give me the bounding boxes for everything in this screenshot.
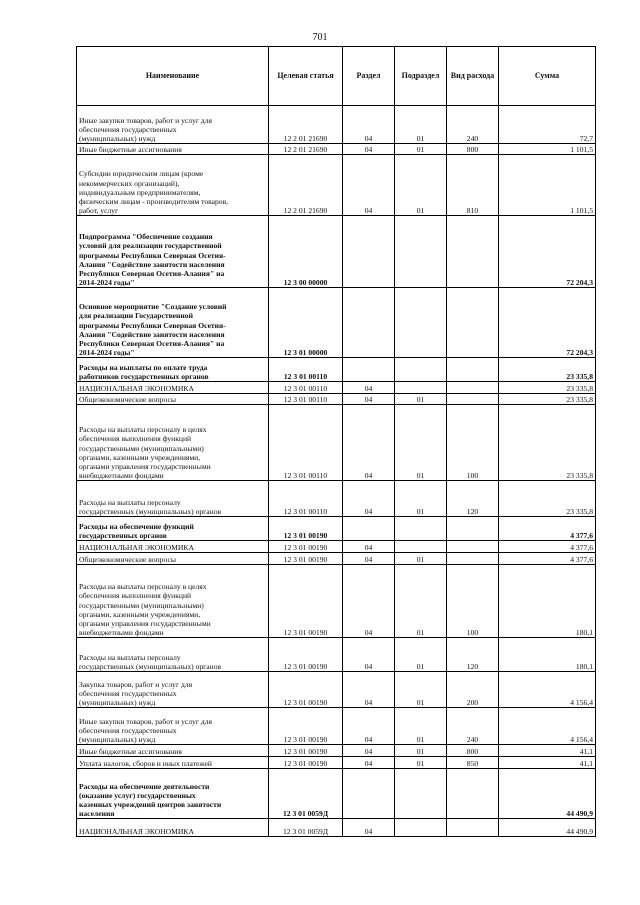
table-row bbox=[77, 553, 596, 565]
row-target-article: 12 3 01 0059Д bbox=[269, 769, 343, 819]
row-subsection: 01 bbox=[395, 155, 447, 216]
row-subsection: 01 bbox=[395, 757, 447, 769]
row-name: Расходы на выплаты персоналу в целях обеспечения выполнения функций государственными (муниципальными) органами, казенными учреждениями, органами управления государственными внебюджетными фондами bbox=[77, 405, 269, 481]
row-target-article: 12 3 01 00190 bbox=[269, 757, 343, 769]
header-expense-type: Вид расхода bbox=[447, 47, 499, 106]
row-expense-type bbox=[447, 541, 499, 553]
table-row bbox=[77, 216, 596, 288]
row-section: 04 bbox=[343, 541, 395, 553]
row-subsection: 01 bbox=[395, 394, 447, 405]
row-target-article: 12 3 01 00110 bbox=[269, 405, 343, 481]
row-section: 04 bbox=[343, 481, 395, 517]
row-expense-type bbox=[447, 769, 499, 819]
row-subsection bbox=[395, 769, 447, 819]
table-body bbox=[77, 106, 596, 837]
row-target-article: 12 3 01 00190 bbox=[269, 672, 343, 708]
row-name: Расходы на выплаты персоналу государственных (муниципальных) органов bbox=[77, 638, 269, 672]
row-sum: 72 204,3 bbox=[499, 216, 596, 288]
row-section: 04 bbox=[343, 672, 395, 708]
row-name: Расходы на обеспечение деятельности (оказание услуг) государственных казенных учреждений центров занятости населения bbox=[77, 769, 269, 819]
row-sum: 72 204,3 bbox=[499, 288, 596, 358]
table-row bbox=[77, 144, 596, 155]
table-row bbox=[77, 638, 596, 672]
row-sum: 23 335,8 bbox=[499, 405, 596, 481]
row-sum: 72,7 bbox=[499, 106, 596, 144]
table-row bbox=[77, 382, 596, 394]
row-subsection: 01 bbox=[395, 745, 447, 757]
row-section: 04 bbox=[343, 553, 395, 565]
table-row bbox=[77, 708, 596, 745]
row-section: 04 bbox=[343, 745, 395, 757]
table-row bbox=[77, 358, 596, 382]
row-subsection: 01 bbox=[395, 638, 447, 672]
row-subsection bbox=[395, 819, 447, 837]
row-section: 04 bbox=[343, 565, 395, 638]
row-target-article: 12 3 01 00110 bbox=[269, 382, 343, 394]
header-name: Наименование bbox=[77, 47, 269, 106]
row-name: Уплата налогов, сборов и иных платежей bbox=[77, 757, 269, 769]
row-expense-type bbox=[447, 358, 499, 382]
row-subsection bbox=[395, 382, 447, 394]
row-subsection: 01 bbox=[395, 144, 447, 155]
table-row bbox=[77, 565, 596, 638]
header-sum: Сумма bbox=[499, 47, 596, 106]
row-subsection bbox=[395, 517, 447, 541]
row-sum: 4 377,6 bbox=[499, 517, 596, 541]
row-expense-type: 850 bbox=[447, 757, 499, 769]
row-subsection bbox=[395, 358, 447, 382]
row-sum: 23 335,8 bbox=[499, 358, 596, 382]
row-expense-type: 800 bbox=[447, 745, 499, 757]
row-section bbox=[343, 216, 395, 288]
row-sum: 180,1 bbox=[499, 638, 596, 672]
row-target-article: 12 3 01 00190 bbox=[269, 745, 343, 757]
row-target-article: 12 3 01 00190 bbox=[269, 638, 343, 672]
table-row bbox=[77, 819, 596, 837]
row-name: Расходы на обеспечение функций государственных органов bbox=[77, 517, 269, 541]
row-subsection: 01 bbox=[395, 481, 447, 517]
row-name: Иные закупки товаров, работ и услуг для обеспечения государственных (муниципальных) нужд bbox=[77, 708, 269, 745]
table-row bbox=[77, 288, 596, 358]
row-name: Подпрограмма "Обеспечение создания условий для реализации государственной программы Республики Северная Осетия- Алания "Содействие занятости населения Республики Северная Осетия-Алания" на 2014-2024 годы" bbox=[77, 216, 269, 288]
row-subsection: 01 bbox=[395, 708, 447, 745]
row-sum: 23 335,8 bbox=[499, 394, 596, 405]
row-name: Расходы на выплаты персоналу в целях обеспечения выполнения функций государственными (муниципальными) органами, казенными учреждениями, органами управления государственными внебюджетными фондами bbox=[77, 565, 269, 638]
table-row bbox=[77, 106, 596, 144]
table-row bbox=[77, 155, 596, 216]
row-section: 04 bbox=[343, 155, 395, 216]
row-target-article: 12 3 00 00000 bbox=[269, 216, 343, 288]
row-target-article: 12 3 01 00190 bbox=[269, 565, 343, 638]
row-expense-type: 100 bbox=[447, 405, 499, 481]
row-sum: 1 101,5 bbox=[499, 144, 596, 155]
row-target-article: 12 3 01 00110 bbox=[269, 481, 343, 517]
row-expense-type: 810 bbox=[447, 155, 499, 216]
row-expense-type: 120 bbox=[447, 481, 499, 517]
row-name: Расходы на выплаты персоналу государственных (муниципальных) органов bbox=[77, 481, 269, 517]
row-expense-type: 240 bbox=[447, 708, 499, 745]
row-section: 04 bbox=[343, 819, 395, 837]
row-subsection: 01 bbox=[395, 565, 447, 638]
row-target-article: 12 3 01 00110 bbox=[269, 358, 343, 382]
row-subsection: 01 bbox=[395, 672, 447, 708]
row-section bbox=[343, 517, 395, 541]
row-target-article: 12 3 01 00190 bbox=[269, 553, 343, 565]
row-sum: 4 156,4 bbox=[499, 672, 596, 708]
table-header-row bbox=[77, 47, 596, 106]
row-target-article: 12 3 01 00190 bbox=[269, 541, 343, 553]
row-section: 04 bbox=[343, 708, 395, 745]
table-row bbox=[77, 541, 596, 553]
row-target-article: 12 3 01 00110 bbox=[269, 394, 343, 405]
table-row bbox=[77, 769, 596, 819]
row-subsection: 01 bbox=[395, 405, 447, 481]
row-section bbox=[343, 288, 395, 358]
row-expense-type: 800 bbox=[447, 144, 499, 155]
row-name: НАЦИОНАЛЬНАЯ ЭКОНОМИКА bbox=[77, 382, 269, 394]
row-section: 04 bbox=[343, 382, 395, 394]
row-name: Общеэкономические вопросы bbox=[77, 553, 269, 565]
row-expense-type bbox=[447, 216, 499, 288]
row-expense-type bbox=[447, 553, 499, 565]
header-subsection: Подраздел bbox=[395, 47, 447, 106]
row-subsection: 01 bbox=[395, 553, 447, 565]
row-sum: 41,1 bbox=[499, 745, 596, 757]
row-expense-type: 120 bbox=[447, 638, 499, 672]
row-sum: 44 490,9 bbox=[499, 769, 596, 819]
row-subsection bbox=[395, 541, 447, 553]
row-name: Иные бюджетные ассигнования bbox=[77, 745, 269, 757]
row-target-article: 12 3 01 00190 bbox=[269, 517, 343, 541]
row-expense-type bbox=[447, 394, 499, 405]
table-row bbox=[77, 405, 596, 481]
table-row bbox=[77, 394, 596, 405]
row-section: 04 bbox=[343, 405, 395, 481]
table-row bbox=[77, 757, 596, 769]
row-name: Общеэкономические вопросы bbox=[77, 394, 269, 405]
row-sum: 23 335,8 bbox=[499, 481, 596, 517]
row-target-article: 12 2 01 21690 bbox=[269, 106, 343, 144]
row-target-article: 12 2 01 21690 bbox=[269, 144, 343, 155]
row-expense-type bbox=[447, 819, 499, 837]
budget-table bbox=[76, 46, 596, 837]
row-name: Основное мероприятие "Создание условий для реализации Государственной программы Республики Северная Осетия- Алания "Содействие занятости населения Республики Северная Осетия-Алания" на 2014-2024 годы" bbox=[77, 288, 269, 358]
row-sum: 4 377,6 bbox=[499, 541, 596, 553]
row-target-article: 12 3 01 0059Д bbox=[269, 819, 343, 837]
row-target-article: 12 3 01 00190 bbox=[269, 708, 343, 745]
row-section: 04 bbox=[343, 394, 395, 405]
row-sum: 41,1 bbox=[499, 757, 596, 769]
row-expense-type: 200 bbox=[447, 672, 499, 708]
row-section bbox=[343, 769, 395, 819]
row-name: Расходы на выплаты по оплате труда работников государственных органов bbox=[77, 358, 269, 382]
row-sum: 1 101,5 bbox=[499, 155, 596, 216]
row-name: Субсидии юридическим лицам (кроме некоммерческих организаций), индивидуальным предпринимателям, физическим лицам - производителям товаров, работ, услуг bbox=[77, 155, 269, 216]
row-expense-type bbox=[447, 288, 499, 358]
row-section: 04 bbox=[343, 757, 395, 769]
row-target-article: 12 2 01 21690 bbox=[269, 155, 343, 216]
row-sum: 180,1 bbox=[499, 565, 596, 638]
row-expense-type bbox=[447, 517, 499, 541]
row-expense-type: 100 bbox=[447, 565, 499, 638]
row-subsection bbox=[395, 216, 447, 288]
row-expense-type bbox=[447, 382, 499, 394]
row-name: Закупка товаров, работ и услуг для обеспечения государственных (муниципальных) нужд bbox=[77, 672, 269, 708]
row-name: Иные бюджетные ассигнования bbox=[77, 144, 269, 155]
row-section bbox=[343, 358, 395, 382]
row-expense-type: 240 bbox=[447, 106, 499, 144]
row-section: 04 bbox=[343, 106, 395, 144]
row-sum: 23 335,8 bbox=[499, 382, 596, 394]
header-section: Раздел bbox=[343, 47, 395, 106]
row-section: 04 bbox=[343, 144, 395, 155]
page-number: 701 bbox=[312, 32, 328, 43]
row-subsection bbox=[395, 288, 447, 358]
table-row bbox=[77, 745, 596, 757]
row-target-article: 12 3 01 00000 bbox=[269, 288, 343, 358]
row-name: НАЦИОНАЛЬНАЯ ЭКОНОМИКА bbox=[77, 819, 269, 837]
table-row bbox=[77, 672, 596, 708]
table-row bbox=[77, 481, 596, 517]
row-sum: 4 377,6 bbox=[499, 553, 596, 565]
row-name: Иные закупки товаров, работ и услуг для обеспечения государственных (муниципальных) нужд bbox=[77, 106, 269, 144]
table-row bbox=[77, 517, 596, 541]
row-section: 04 bbox=[343, 638, 395, 672]
row-subsection: 01 bbox=[395, 106, 447, 144]
row-sum: 4 156,4 bbox=[499, 708, 596, 745]
row-name: НАЦИОНАЛЬНАЯ ЭКОНОМИКА bbox=[77, 541, 269, 553]
row-sum: 44 490,9 bbox=[499, 819, 596, 837]
header-target-article: Целевая статья bbox=[269, 47, 343, 106]
